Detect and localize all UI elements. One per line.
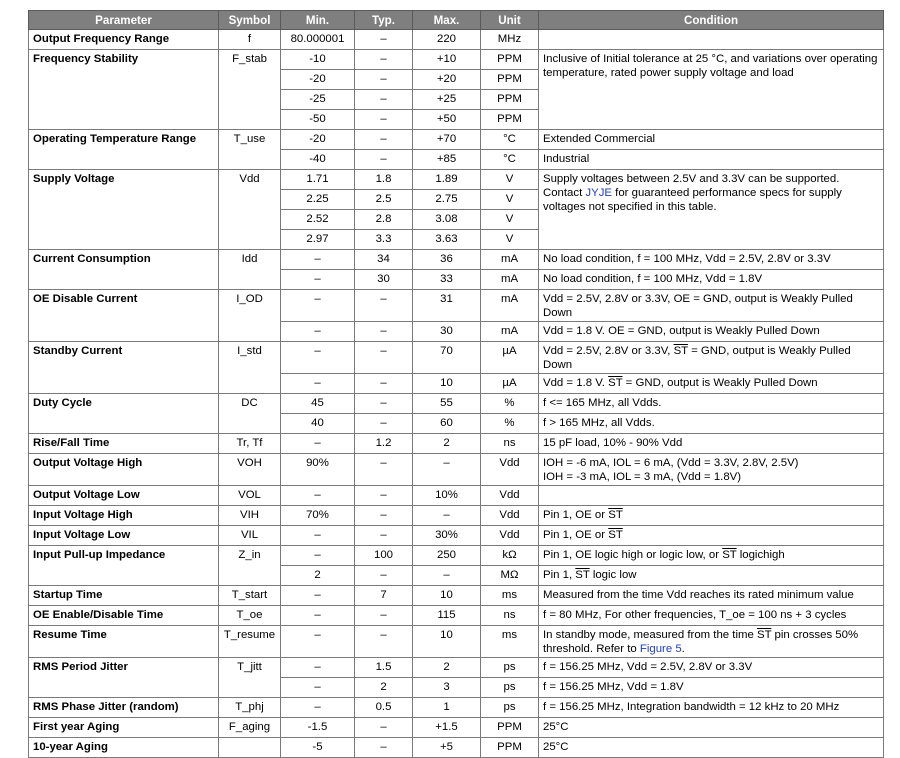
condition-text: Pin 1, OE or xyxy=(543,529,609,541)
condition-line: IOH = -3 mA, IOL = 3 mA, (Vdd = 1.8V) xyxy=(543,471,742,483)
min-cell: – xyxy=(281,546,355,566)
min-cell: – xyxy=(281,342,355,374)
typ-cell: – xyxy=(355,30,413,50)
typ-cell: – xyxy=(355,486,413,506)
parameter-cell: First year Aging xyxy=(29,718,219,738)
typ-cell: – xyxy=(355,454,413,486)
condition-cell: No load condition, f = 100 MHz, Vdd = 1.8V xyxy=(539,270,884,290)
contact-link[interactable]: JYJE xyxy=(585,187,613,199)
table-header xyxy=(29,11,884,30)
typ-cell: – xyxy=(355,566,413,586)
unit-cell: Vdd xyxy=(481,486,539,506)
unit-cell: % xyxy=(481,414,539,434)
max-cell: 10% xyxy=(413,486,481,506)
parameter-cell: Duty Cycle xyxy=(29,394,219,434)
max-cell: 2 xyxy=(413,658,481,678)
table-row xyxy=(29,546,884,566)
table-row xyxy=(29,250,884,270)
typ-cell: – xyxy=(355,718,413,738)
typ-cell: – xyxy=(355,606,413,626)
min-cell: – xyxy=(281,250,355,270)
max-cell: 1.89 xyxy=(413,170,481,190)
min-cell: -50 xyxy=(281,110,355,130)
max-cell: +70 xyxy=(413,130,481,150)
max-cell: +20 xyxy=(413,70,481,90)
max-cell: +25 xyxy=(413,90,481,110)
condition-cell: f <= 165 MHz, all Vdds. xyxy=(539,394,884,414)
symbol-cell: VOL xyxy=(219,486,281,506)
min-cell: – xyxy=(281,526,355,546)
condition-cell: f = 80 MHz, For other frequencies, T_oe = 100 ns + 3 cycles xyxy=(539,606,884,626)
max-cell: 3.08 xyxy=(413,210,481,230)
max-cell: 3.63 xyxy=(413,230,481,250)
max-cell: – xyxy=(413,506,481,526)
max-cell: 31 xyxy=(413,290,481,322)
typ-cell: 100 xyxy=(355,546,413,566)
table-row xyxy=(29,626,884,658)
parameter-cell: Output Voltage Low xyxy=(29,486,219,506)
max-cell: 250 xyxy=(413,546,481,566)
table-row xyxy=(29,30,884,50)
st-overline-label: $\overline{ST}$ xyxy=(722,549,737,561)
parameter-cell: Input Voltage High xyxy=(29,506,219,526)
parameter-cell: Supply Voltage xyxy=(29,170,219,250)
condition-cell xyxy=(539,374,884,394)
figure-link[interactable]: Figure 5 xyxy=(639,643,682,655)
min-cell: – xyxy=(281,322,355,342)
min-cell: – xyxy=(281,678,355,698)
unit-cell: PPM xyxy=(481,90,539,110)
min-cell: – xyxy=(281,586,355,606)
st-overline-label: $\overline{ST}$ xyxy=(673,345,688,357)
unit-cell: PPM xyxy=(481,50,539,70)
min-cell: – xyxy=(281,658,355,678)
header-row xyxy=(29,11,884,30)
max-cell: 115 xyxy=(413,606,481,626)
typ-cell: – xyxy=(355,626,413,658)
typ-cell: 30 xyxy=(355,270,413,290)
max-cell: 30 xyxy=(413,322,481,342)
symbol-cell: f xyxy=(219,30,281,50)
min-cell: 2.52 xyxy=(281,210,355,230)
st-overline-label: $\overline{ST}$ xyxy=(757,629,772,641)
min-cell: – xyxy=(281,626,355,658)
max-cell: 55 xyxy=(413,394,481,414)
min-cell: – xyxy=(281,606,355,626)
parameter-cell: Startup Time xyxy=(29,586,219,606)
min-cell: – xyxy=(281,270,355,290)
table-row xyxy=(29,290,884,322)
min-cell: -20 xyxy=(281,70,355,90)
condition-cell: Vdd = 1.8 V. OE = GND, output is Weakly Pulled Down xyxy=(539,322,884,342)
unit-cell: °C xyxy=(481,130,539,150)
table-row xyxy=(29,394,884,414)
unit-cell: MΩ xyxy=(481,566,539,586)
max-cell: +5 xyxy=(413,738,481,758)
typ-cell: – xyxy=(355,374,413,394)
unit-cell: mA xyxy=(481,250,539,270)
unit-cell: mA xyxy=(481,322,539,342)
symbol-cell: T_start xyxy=(219,586,281,606)
typ-cell: – xyxy=(355,506,413,526)
spec-table xyxy=(28,10,884,758)
unit-cell: Vdd xyxy=(481,454,539,486)
min-cell: – xyxy=(281,698,355,718)
max-cell: +10 xyxy=(413,50,481,70)
table-row xyxy=(29,454,884,486)
condition-text: . xyxy=(681,643,685,655)
typ-cell: 0.5 xyxy=(355,698,413,718)
symbol-cell xyxy=(219,738,281,758)
min-cell: 2.97 xyxy=(281,230,355,250)
symbol-cell: DC xyxy=(219,394,281,434)
unit-cell: V xyxy=(481,230,539,250)
symbol-cell: VIH xyxy=(219,506,281,526)
max-cell: – xyxy=(413,566,481,586)
unit-cell: ns xyxy=(481,606,539,626)
table-row xyxy=(29,50,884,70)
min-cell: – xyxy=(281,374,355,394)
parameter-cell: 10-year Aging xyxy=(29,738,219,758)
symbol-cell: VIL xyxy=(219,526,281,546)
parameter-cell: Input Voltage Low xyxy=(29,526,219,546)
condition-text: Vdd = 1.8 V. xyxy=(543,377,609,389)
typ-cell: – xyxy=(355,414,413,434)
max-cell: 70 xyxy=(413,342,481,374)
typ-cell: 1.8 xyxy=(355,170,413,190)
parameter-cell: Output Frequency Range xyxy=(29,30,219,50)
min-cell: 40 xyxy=(281,414,355,434)
typ-cell: 7 xyxy=(355,586,413,606)
unit-cell: µA xyxy=(481,374,539,394)
typ-cell: – xyxy=(355,130,413,150)
min-cell: – xyxy=(281,486,355,506)
parameter-cell: OE Enable/Disable Time xyxy=(29,606,219,626)
header-parameter: Parameter xyxy=(29,11,219,30)
typ-cell: 1.5 xyxy=(355,658,413,678)
symbol-cell: T_phj xyxy=(219,698,281,718)
min-cell: -40 xyxy=(281,150,355,170)
unit-cell: °C xyxy=(481,150,539,170)
min-cell: – xyxy=(281,290,355,322)
table-row xyxy=(29,698,884,718)
table-row xyxy=(29,658,884,678)
symbol-cell: T_use xyxy=(219,130,281,170)
typ-cell: – xyxy=(355,322,413,342)
max-cell: 33 xyxy=(413,270,481,290)
condition-text: pin crosses 50% threshold. Refer to xyxy=(543,629,859,655)
max-cell: 2.75 xyxy=(413,190,481,210)
table-row xyxy=(29,586,884,606)
typ-cell: 34 xyxy=(355,250,413,270)
table-row xyxy=(29,434,884,454)
min-cell: -1.5 xyxy=(281,718,355,738)
unit-cell: ps xyxy=(481,658,539,678)
condition-text: logic low xyxy=(589,569,637,581)
symbol-cell: T_oe xyxy=(219,606,281,626)
typ-cell: 3.3 xyxy=(355,230,413,250)
table-row xyxy=(29,718,884,738)
symbol-cell: Idd xyxy=(219,250,281,290)
min-cell: -25 xyxy=(281,90,355,110)
parameter-cell: Rise/Fall Time xyxy=(29,434,219,454)
unit-cell: mA xyxy=(481,270,539,290)
symbol-cell: Vdd xyxy=(219,170,281,250)
typ-cell: – xyxy=(355,738,413,758)
condition-cell xyxy=(539,526,884,546)
header-unit: Unit xyxy=(481,11,539,30)
condition-cell: f = 156.25 MHz, Vdd = 2.5V, 2.8V or 3.3V xyxy=(539,658,884,678)
condition-text: Pin 1, xyxy=(543,569,576,581)
st-overline-label: $\overline{ST}$ xyxy=(608,529,623,541)
condition-text: = GND, output is Weakly Pulled Down xyxy=(622,377,818,389)
parameter-cell: OE Disable Current xyxy=(29,290,219,342)
min-cell: 2.25 xyxy=(281,190,355,210)
condition-cell xyxy=(539,506,884,526)
condition-cell xyxy=(539,566,884,586)
typ-cell: 2 xyxy=(355,678,413,698)
unit-cell: ps xyxy=(481,698,539,718)
symbol-cell: T_jitt xyxy=(219,658,281,698)
min-cell: 1.71 xyxy=(281,170,355,190)
max-cell: 10 xyxy=(413,626,481,658)
parameter-cell: RMS Period Jitter xyxy=(29,658,219,698)
condition-text: Pin 1, OE logic high or logic low, or xyxy=(543,549,723,561)
max-cell: 2 xyxy=(413,434,481,454)
condition-cell: Measured from the time Vdd reaches its rated minimum value xyxy=(539,586,884,606)
table-body xyxy=(29,30,884,758)
typ-cell: 1.2 xyxy=(355,434,413,454)
min-cell: 90% xyxy=(281,454,355,486)
min-cell: 2 xyxy=(281,566,355,586)
symbol-cell: VOH xyxy=(219,454,281,486)
parameter-cell: Standby Current xyxy=(29,342,219,394)
parameter-cell: Current Consumption xyxy=(29,250,219,290)
max-cell: +1.5 xyxy=(413,718,481,738)
typ-cell: – xyxy=(355,526,413,546)
st-overline-label: $\overline{ST}$ xyxy=(575,569,590,581)
unit-cell: MHz xyxy=(481,30,539,50)
condition-cell xyxy=(539,342,884,374)
condition-text: Vdd = 2.5V, 2.8V or 3.3V, xyxy=(543,345,674,357)
condition-cell: 25°C xyxy=(539,738,884,758)
max-cell: 30% xyxy=(413,526,481,546)
typ-cell: 2.8 xyxy=(355,210,413,230)
unit-cell: PPM xyxy=(481,110,539,130)
max-cell: 10 xyxy=(413,586,481,606)
unit-cell: ps xyxy=(481,678,539,698)
max-cell: 3 xyxy=(413,678,481,698)
unit-cell: µA xyxy=(481,342,539,374)
min-cell: – xyxy=(281,434,355,454)
min-cell: -10 xyxy=(281,50,355,70)
condition-text: logichigh xyxy=(736,549,785,561)
symbol-cell: I_OD xyxy=(219,290,281,342)
typ-cell: – xyxy=(355,394,413,414)
unit-cell: kΩ xyxy=(481,546,539,566)
condition-cell: Extended Commercial xyxy=(539,130,884,150)
table-row xyxy=(29,130,884,150)
unit-cell: mA xyxy=(481,290,539,322)
unit-cell: % xyxy=(481,394,539,414)
header-max: Max. xyxy=(413,11,481,30)
typ-cell: – xyxy=(355,50,413,70)
max-cell: 60 xyxy=(413,414,481,434)
table-row xyxy=(29,606,884,626)
table-row xyxy=(29,342,884,374)
min-cell: 45 xyxy=(281,394,355,414)
max-cell: 10 xyxy=(413,374,481,394)
unit-cell: Vdd xyxy=(481,506,539,526)
parameter-cell: Output Voltage High xyxy=(29,454,219,486)
condition-cell xyxy=(539,546,884,566)
condition-text: Pin 1, OE or xyxy=(543,509,609,521)
typ-cell: – xyxy=(355,290,413,322)
max-cell: 36 xyxy=(413,250,481,270)
condition-text: Supply voltages between 2.5V and 3.3V can be supported. Contact xyxy=(543,173,840,199)
condition-cell xyxy=(539,486,884,506)
condition-cell: f = 156.25 MHz, Vdd = 1.8V xyxy=(539,678,884,698)
symbol-cell: F_stab xyxy=(219,50,281,130)
parameter-cell: RMS Phase Jitter (random) xyxy=(29,698,219,718)
symbol-cell: T_resume xyxy=(219,626,281,658)
unit-cell: ms xyxy=(481,626,539,658)
unit-cell: Vdd xyxy=(481,526,539,546)
unit-cell: ms xyxy=(481,586,539,606)
condition-cell xyxy=(539,626,884,658)
max-cell: 220 xyxy=(413,30,481,50)
condition-line: IOH = -6 mA, IOL = 6 mA, (Vdd = 3.3V, 2.8V, 2.5V) xyxy=(543,457,799,469)
parameter-cell: Frequency Stability xyxy=(29,50,219,130)
condition-cell: Vdd = 2.5V, 2.8V or 3.3V, OE = GND, output is Weakly Pulled Down xyxy=(539,290,884,322)
parameter-cell: Input Pull-up Impedance xyxy=(29,546,219,586)
max-cell: +50 xyxy=(413,110,481,130)
parameter-cell: Operating Temperature Range xyxy=(29,130,219,170)
typ-cell: – xyxy=(355,110,413,130)
table-row xyxy=(29,486,884,506)
header-min: Min. xyxy=(281,11,355,30)
symbol-cell: Tr, Tf xyxy=(219,434,281,454)
typ-cell: – xyxy=(355,342,413,374)
max-cell: – xyxy=(413,454,481,486)
unit-cell: V xyxy=(481,210,539,230)
max-cell: 1 xyxy=(413,698,481,718)
unit-cell: PPM xyxy=(481,718,539,738)
unit-cell: PPM xyxy=(481,738,539,758)
typ-cell: – xyxy=(355,70,413,90)
min-cell: 70% xyxy=(281,506,355,526)
typ-cell: – xyxy=(355,150,413,170)
typ-cell: 2.5 xyxy=(355,190,413,210)
st-overline-label: $\overline{ST}$ xyxy=(608,377,623,389)
min-cell: -20 xyxy=(281,130,355,150)
condition-cell: f > 165 MHz, all Vdds. xyxy=(539,414,884,434)
header-symbol: Symbol xyxy=(219,11,281,30)
condition-text: for guaranteed performance specs for supply voltages not specified in this table. xyxy=(543,187,842,213)
unit-cell: ns xyxy=(481,434,539,454)
condition-text: = GND, output is Weakly Pulled Down xyxy=(543,345,851,371)
table-row xyxy=(29,526,884,546)
condition-cell xyxy=(539,454,884,486)
st-overline-label: $\overline{ST}$ xyxy=(608,509,623,521)
unit-cell: V xyxy=(481,190,539,210)
symbol-cell: F_aging xyxy=(219,718,281,738)
condition-cell xyxy=(539,170,884,250)
table-row xyxy=(29,170,884,190)
table-row xyxy=(29,506,884,526)
max-cell: +85 xyxy=(413,150,481,170)
condition-text: In standby mode, measured from the time xyxy=(543,629,757,641)
symbol-cell: Z_in xyxy=(219,546,281,586)
condition-cell xyxy=(539,30,884,50)
condition-cell: 15 pF load, 10% - 90% Vdd xyxy=(539,434,884,454)
table-row xyxy=(29,738,884,758)
condition-cell: 25°C xyxy=(539,718,884,738)
symbol-cell: I_std xyxy=(219,342,281,394)
condition-cell: No load condition, f = 100 MHz, Vdd = 2.5V, 2.8V or 3.3V xyxy=(539,250,884,270)
min-cell: 80.000001 xyxy=(281,30,355,50)
unit-cell: V xyxy=(481,170,539,190)
parameter-cell: Resume Time xyxy=(29,626,219,658)
header-typ: Typ. xyxy=(355,11,413,30)
condition-cell: f = 156.25 MHz, Integration bandwidth = 12 kHz to 20 MHz xyxy=(539,698,884,718)
typ-cell: – xyxy=(355,90,413,110)
condition-cell: Inclusive of Initial tolerance at 25 °C, and variations over operating temperature, rated power supply voltage and load xyxy=(539,50,884,130)
min-cell: -5 xyxy=(281,738,355,758)
header-condition: Condition xyxy=(539,11,884,30)
unit-cell: PPM xyxy=(481,70,539,90)
condition-cell: Industrial xyxy=(539,150,884,170)
